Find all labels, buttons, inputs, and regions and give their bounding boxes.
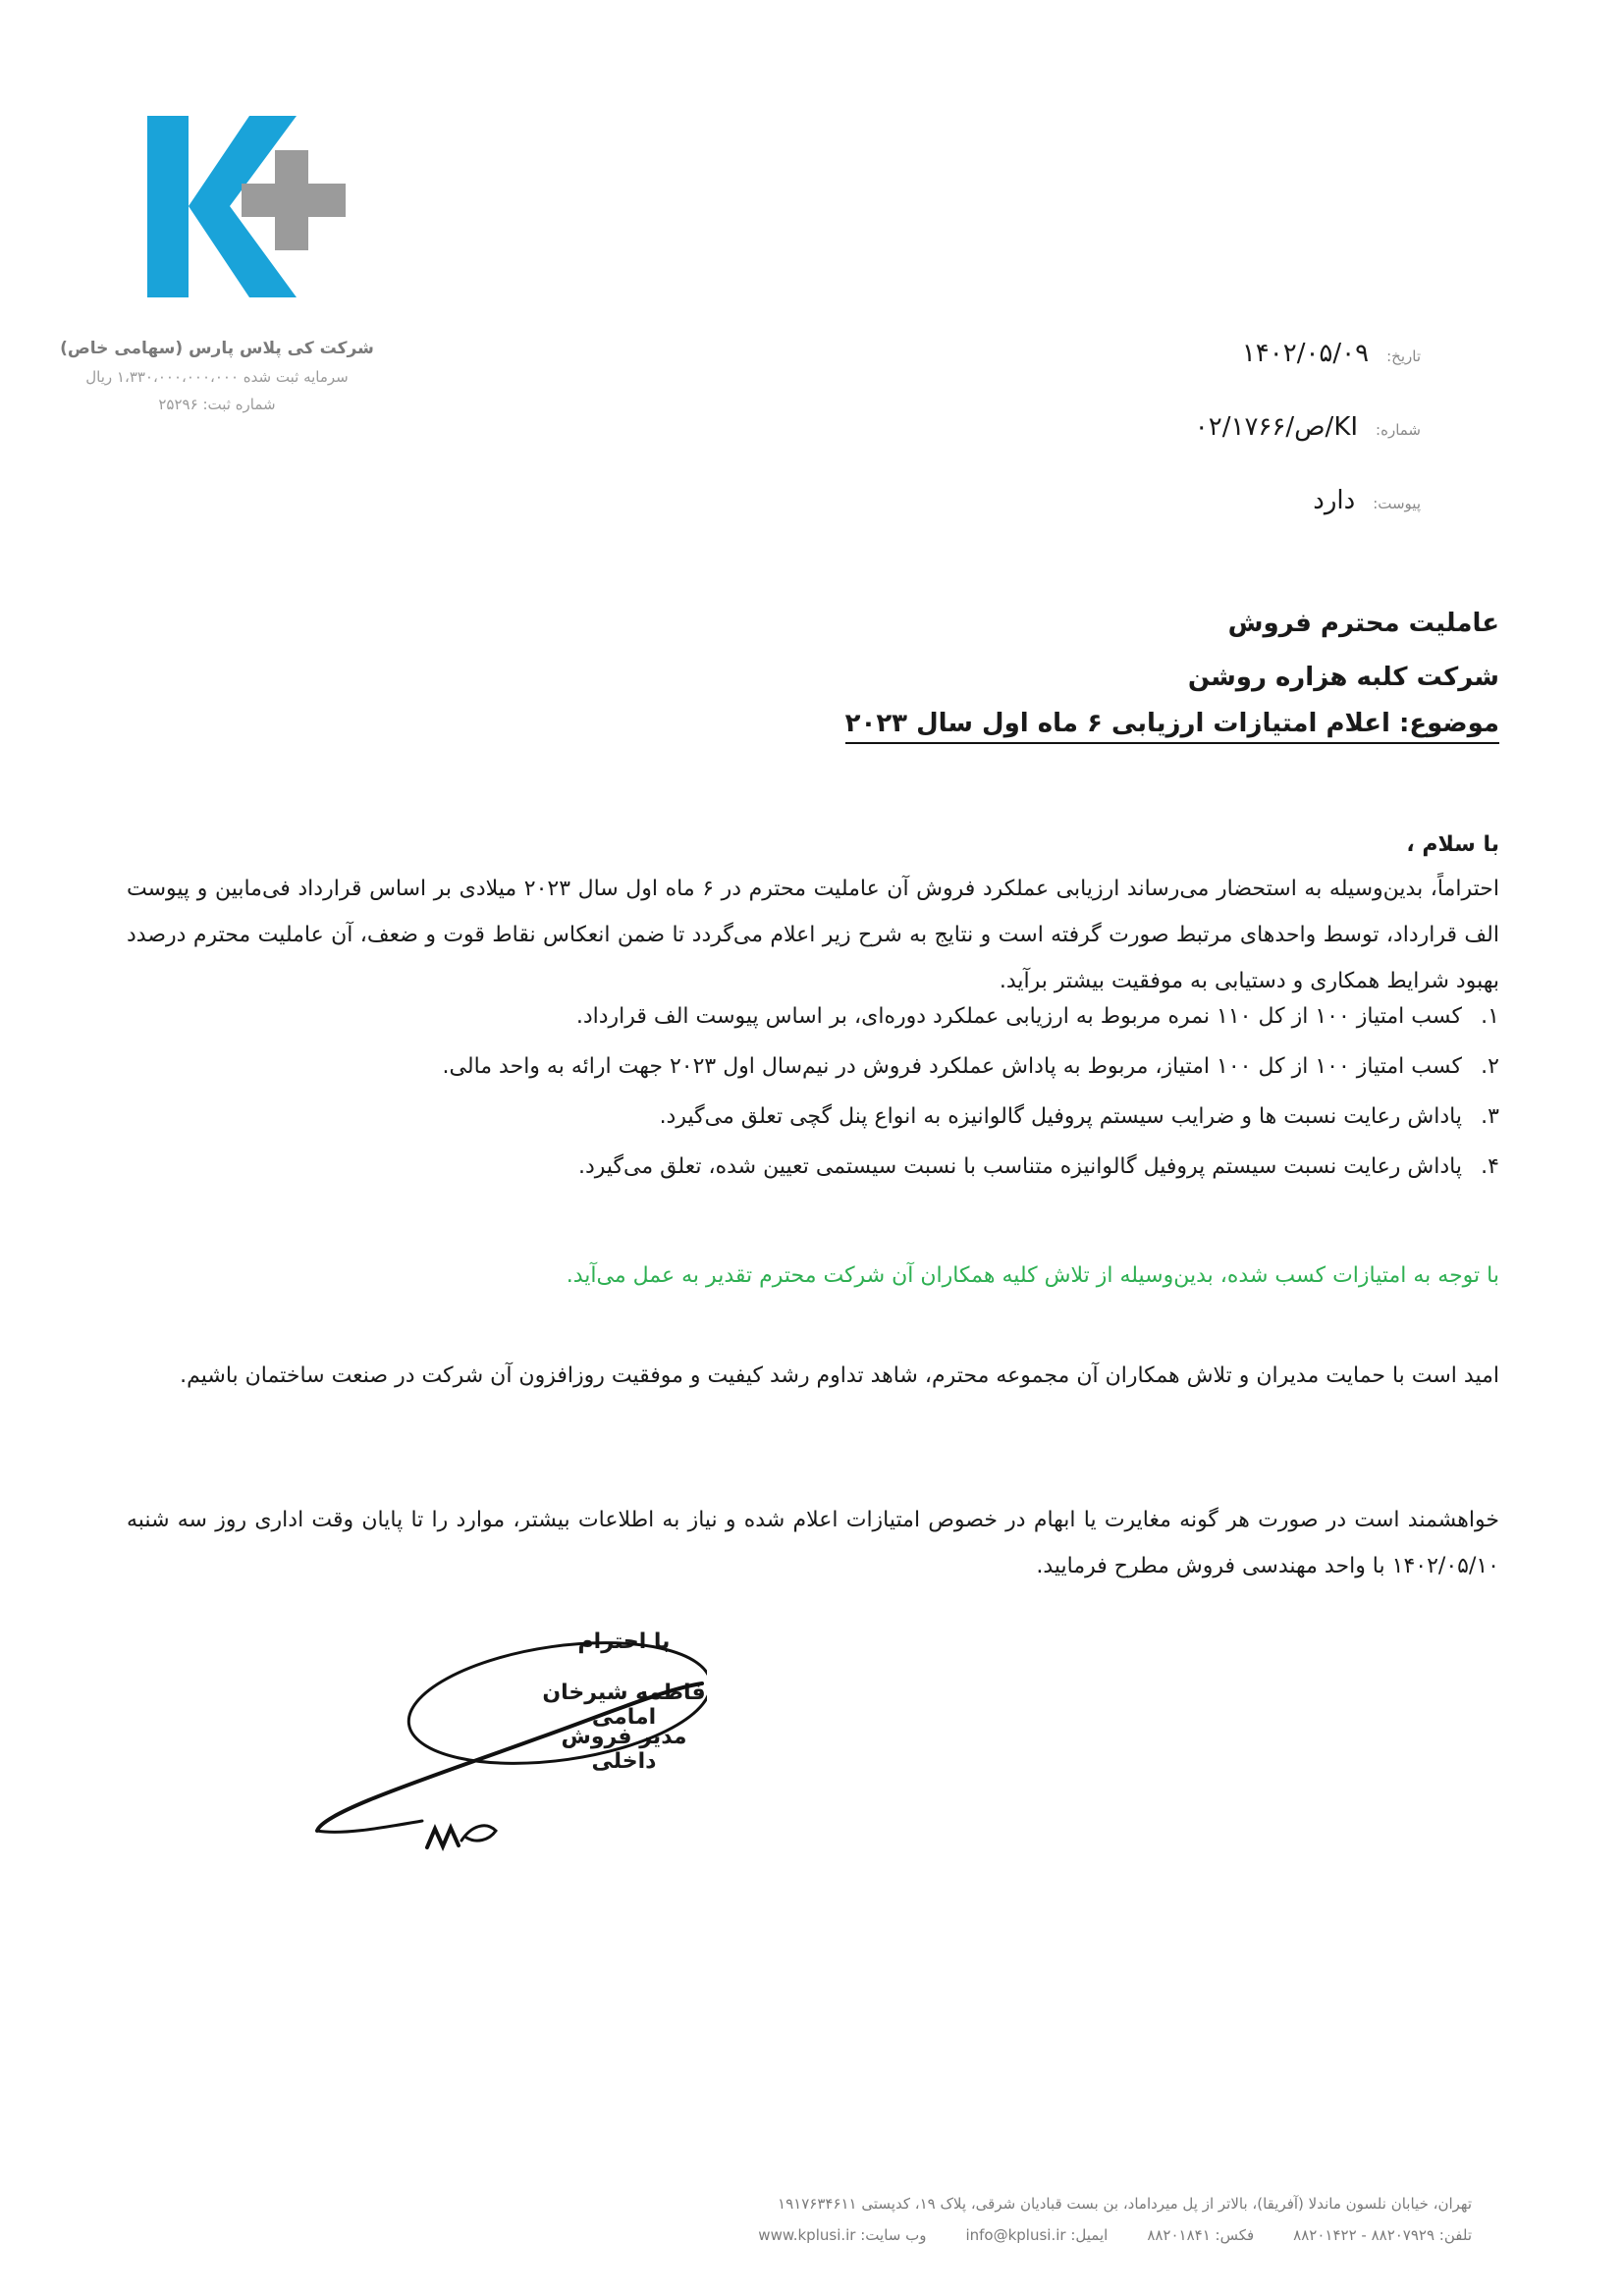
footer-website: وب سایت: www.kplusi.ir	[758, 2226, 927, 2244]
recipient-line1: عاملیت محترم فروش	[1227, 609, 1499, 638]
footer-phone: تلفن: ۸۸۲۰۷۹۲۹ - ۸۸۲۰۱۴۲۲	[1293, 2226, 1472, 2244]
list-item	[127, 1004, 1499, 1054]
list-item	[127, 1054, 1499, 1104]
list-item-number: ۳.	[1481, 1104, 1499, 1129]
list-item-text: کسب امتیاز ۱۰۰ از کل ۱۱۰ نمره مربوط به ارزیابی عملکرد دوره‌ای، بر اساس پیوست الف قرارداد.	[575, 1004, 1462, 1029]
list-item-text: کسب امتیاز ۱۰۰ از کل ۱۰۰ امتیاز، مربوط به پاداش عملکرد فروش در نیم‌سال اول ۲۰۲۳ جهت ارائه به واحد مالی.	[442, 1054, 1462, 1079]
date-value: ۱۴۰۲/۰۵/۰۹	[1241, 339, 1370, 368]
list-item-number: ۱.	[1481, 1004, 1499, 1029]
attachment-label: پیوست:	[1373, 495, 1421, 512]
subject-text: موضوع: اعلام امتیازات ارزیابی ۶ ماه اول سال ۲۰۲۳	[845, 709, 1499, 744]
greeting: با سلام ،	[1406, 832, 1499, 857]
company-name: شرکت کی پلاس پارس (سهامی خاص)	[60, 339, 374, 358]
footer-contacts	[490, 2226, 1472, 2244]
recipient-line2: شرکت کلبه هزاره روشن	[1187, 663, 1499, 692]
score-list	[127, 1004, 1499, 1204]
footer-fax: فکس: ۸۸۲۰۱۸۴۱	[1147, 2226, 1255, 2244]
list-item-number: ۲.	[1481, 1054, 1499, 1079]
closing-phrase: با احترام	[577, 1629, 671, 1654]
list-item-text: پاداش رعایت نسبت سیستم پروفیل گالوانیزه متناسب با نسبت سیستمی تعیین شده، تعلق می‌گیرد.	[577, 1154, 1462, 1179]
company-capital: سرمایه ثبت شده ۱،۳۳۰،۰۰۰،۰۰۰،۰۰۰ ریال	[85, 368, 349, 386]
request-paragraph: خواهشمند است در صورت هر گونه مغایرت یا ابهام در خصوص امتیازات اعلام شده و نیاز به اطلاعات بیشتر، موارد را تا پایان وقت اداری روز سه شنبه ۱۴۰۲/۰۵/۱۰ با واحد مهندسی فروش مطرح فرمایید.	[127, 1508, 1499, 1578]
signer-title: مدیر فروش داخلی	[561, 1725, 687, 1774]
subject-line	[616, 709, 1499, 744]
appreciation-paragraph: با توجه به امتیازات کسب شده، بدین‌وسیله از تلاش کلیه همکاران آن شرکت محترم تقدیر به عمل می‌آید.	[566, 1263, 1499, 1288]
number-value: KI/ص/۰۲/۱۷۶۶	[1194, 412, 1359, 442]
signer-name: فاطمه شیرخان امامی	[542, 1681, 706, 1730]
logo-k-stem	[147, 116, 189, 297]
date-field	[1242, 339, 1421, 368]
footer-address: تهران، خیابان نلسون ماندلا (آفریقا)، بالاتر از پل میرداماد، بن بست قبادیان شرقی، پلاک ۱۹، کدپستی ۱۹۱۷۶۳۴۶۱۱	[778, 2195, 1472, 2213]
list-item	[127, 1104, 1499, 1154]
number-field	[1195, 412, 1421, 442]
hope-paragraph: امید است با حمایت مدیران و تلاش همکاران آن مجموعه محترم، شاهد تداوم رشد کیفیت و موفقیت روزافزون آن شرکت در صنعت ساختمان باشیم.	[180, 1363, 1499, 1388]
company-registration: شماره ثبت: ۲۵۲۹۶	[158, 396, 276, 413]
date-label: تاریخ:	[1386, 347, 1421, 365]
handwritten-signature	[314, 1629, 707, 1885]
attachment-value: دارد	[1313, 486, 1356, 515]
company-info	[59, 339, 375, 413]
footer-email: ایمیل: info@kplusi.ir	[965, 2226, 1109, 2244]
list-item-text: پاداش رعایت نسبت ها و ضرایب سیستم پروفیل گالوانیزه به انواع پنل گچی تعلق می‌گیرد.	[659, 1104, 1462, 1129]
company-logo	[147, 116, 358, 297]
list-item	[127, 1154, 1499, 1204]
number-label: شماره:	[1376, 421, 1421, 439]
intro-paragraph: احتراماً، بدین‌وسیله به استحضار می‌رساند ارزیابی عملکرد فروش آن عاملیت محترم در ۶ ماه اول سال ۲۰۲۳ میلادی بر اساس قرارداد فی‌مابین و پیوست الف قرارداد، توسط واحدهای مرتبط صورت گرفته است و نتایج به شرح زیر اعلام می‌گردد تا ضمن انعکاس نقاط قوت و ضعف، آن عاملیت محترم درصدد بهبود شرایط همکاری و دستیابی به موفقیت بیشتر برآید.	[127, 877, 1499, 993]
logo-plus-horizontal	[242, 184, 346, 217]
list-item-number: ۴.	[1481, 1154, 1499, 1179]
attachment-field	[1313, 486, 1421, 515]
